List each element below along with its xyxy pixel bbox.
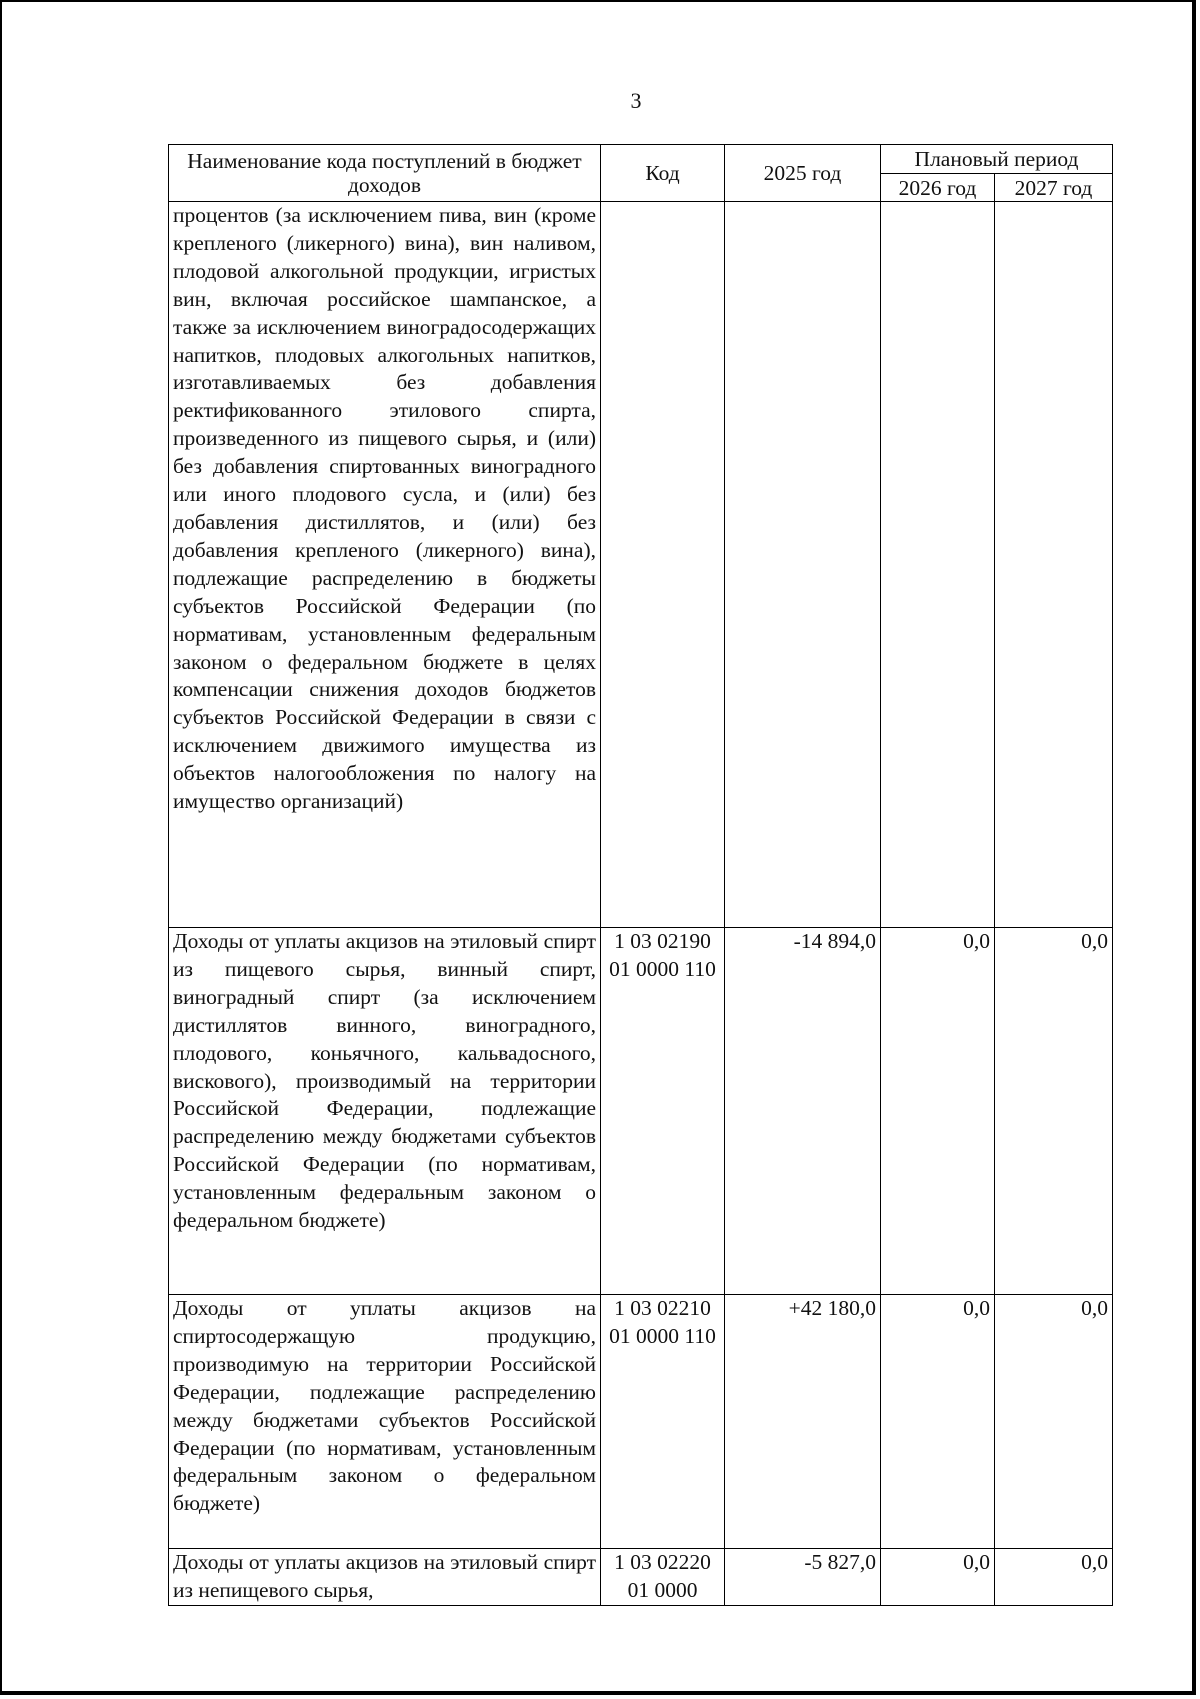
row-name: Доходы от уплаты акцизов на спиртосодержащую продукцию, производимую на территории Российской Федерации, подлежащие распределению между бюджетами субъектов Российской Федерации (по нормативам, установленным федеральным законом о федеральном бюджете) [169, 1295, 601, 1549]
page-number: 3 [630, 88, 642, 113]
header-2027: 2027 год [995, 174, 1113, 202]
row-name: Доходы от уплаты акцизов на этиловый спирт из пищевого сырья, винный спирт, виноградный спирт (за исключением дистиллятов винного, виноградного, плодового, коньячного, кальвадосного, вискового), производимый на территории Российской Федерации, подлежащие распределению между бюджетами субъектов Российской Федерации (по нормативам, установленным федеральным законом о федеральном бюджете) [169, 928, 601, 1295]
table-row [169, 928, 1113, 1295]
row-2026: 0,0 [881, 1295, 995, 1549]
row-2025 [725, 202, 881, 928]
row-2027 [995, 202, 1113, 928]
header-code: Код [601, 145, 725, 202]
row-code [601, 202, 725, 928]
table-row [169, 202, 1113, 928]
row-code: 1 03 02220 01 0000 [601, 1549, 725, 1606]
table-row [169, 1549, 1113, 1606]
header-name: Наименование кода поступлений в бюджет доходов [169, 145, 601, 202]
row-name: процентов (за исключением пива, вин (кроме крепленого (ликерного) вина), вин наливом, плодовой алкогольной продукции, игристых вин, включая российское шампанское, а также за исключением виноградосодержащих напитков, плодовых алкогольных напитков, изготавливаемых без добавления ректификованного этилового спирта, произведенного из пищевого сырья, и (или) без добавления спиртованных виноградного или иного плодового сусла, и (или) без добавления дистиллятов, и (или) без добавления крепленого (ликерного) вина), подлежащие распределению в бюджеты субъектов Российской Федерации (по нормативам, установленным федеральным законом о федеральном бюджете в целях компенсации снижения доходов бюджетов субъектов Российской Федерации в связи с исключением движимого имущества из объектов налогообложения по налогу на имущество организаций) [169, 202, 601, 928]
revenue-table [168, 144, 1113, 1606]
row-2027: 0,0 [995, 1295, 1113, 1549]
row-2026 [881, 202, 995, 928]
header-2026: 2026 год [881, 174, 995, 202]
row-2027: 0,0 [995, 928, 1113, 1295]
row-code: 1 03 02190 01 0000 110 [601, 928, 725, 1295]
row-2025: -14 894,0 [725, 928, 881, 1295]
row-2025: -5 827,0 [725, 1549, 881, 1606]
row-2027: 0,0 [995, 1549, 1113, 1606]
row-2026: 0,0 [881, 1549, 995, 1606]
header-2025: 2025 год [725, 145, 881, 202]
table-row [169, 1295, 1113, 1549]
row-name: Доходы от уплаты акцизов на этиловый спирт из непищевого сырья, [169, 1549, 601, 1606]
header-planning-period: Плановый период [881, 145, 1113, 174]
row-2025: +42 180,0 [725, 1295, 881, 1549]
row-2026: 0,0 [881, 928, 995, 1295]
row-code: 1 03 02210 01 0000 110 [601, 1295, 725, 1549]
